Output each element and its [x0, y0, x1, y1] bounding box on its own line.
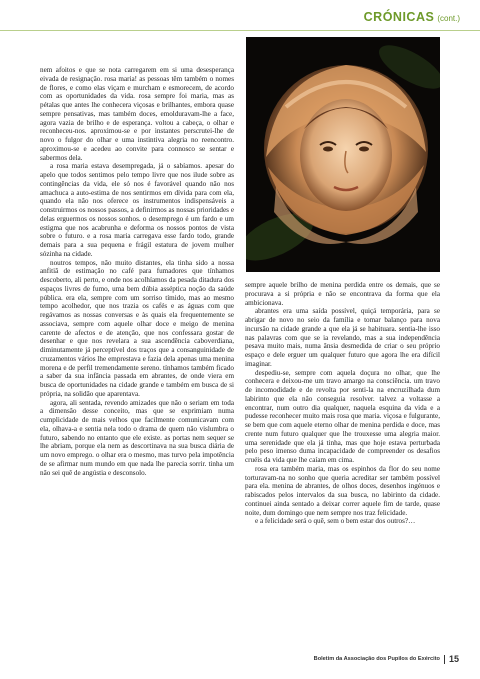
paragraph: agora, ali sentada, revendo amizades que não o seriam em toda a dimensão desse conceito, mas que se exprimiam numa cumplicidade de mais velhos que facilmente comunicavam com ela, olhava-a e sentia nela todo o drama de quem não vislumbra o futuro, sabendo no entanto que ele existe. as portas nem sequer se lhe abriam, porque ela nem as descortinava na sua busca diária de um novo emprego. o olhar era o mesmo, mas turvo pela impotência de se afirmar num mundo em que nada lhe parecia sorrir. tinha um não sei quê de angústia e desconsolo. [40, 398, 234, 477]
paragraph: rosa era também maria, mas os espinhos da flor do seu nome torturavam-na no sonho que queria acreditar ser também possível para ela. menina de abrantes, de olhos doces, desenhos ingénuos e rabiscados pelos intervalos da sua busca, no labirinto da cidade. continuei ainda sentado a deixar correr aquele fim de tarde, quase noite, dum domingo que nem sempre nos traz felicidade. [245, 464, 440, 517]
paragraph: noutros tempos, não muito distantes, ela tinha sido a nossa anfitiã de estimação no café para fumadores que tínhamos descoberto, ali perto, e onde nos acolhíamos da pesada ditadura dos espaços livres de fumo, uma bem dúbia asséptica noção da saúde pública. era ela, sempre com um sorriso tímido, mas ao mesmo tempo acolhedor, que nos trazia os cafés e as águas com que regávamos as nossas conversas e às quais ela frequentemente se associava, sempre com aquele olhar doce e meigo de menina carente de afectos e de atenção, que nos confessara gostar de desenhar e que nos revelara a sua ascendência caboverdiana, diminutamente já perceptível dos traços que a consanguinidade de cruzamentos vários lhe emprestava e fazia dela apenas uma menina morena e de perfil tremendamente sereno. tínhamos também ficado a saber da sua infância passada em abrantes, de onde viera em busca de oportunidades na cidade grande e também em busca de si própria, na solidão que aparentava. [40, 258, 234, 398]
text-column-right [245, 281, 440, 526]
publication-name: Boletim da Associação dos Pupilos do Exército [313, 656, 440, 662]
page-number: 15 [448, 654, 459, 664]
paragraph: a rosa maria estava desempregada, já o sabíamos. apesar do apelo que todos sentimos pelo tempo livre que nos ilude sobre as contingências da vida, ele só nos é favorável quando não nos amachuca a auto-estima de nos sentirmos em dívida para com ela, quando ela não nos oferece os instrumentos indispensáveis a construirmos os nossos passos, a definirmos as nossas prioridades e delas erguermos os nossos sonhos. o desemprego é um fardo e um estigma que nos acabrunha e deforma os nossos pontos de vista sobre o futuro. e a rosa maria carregava esse fardo todo, grande demais para a sua pequena e frágil estatura de jovem mulher sózinha na cidade. [40, 162, 234, 258]
section-title: CRÓNICAS [363, 10, 435, 24]
paragraph: despediu-se, sempre com aquela doçura no olhar, que lhe conhecera e deixou-me um travo amargo na consciência. um travo de incomodidade e de revolta por senti-la na encruzilhada dum labirinto que ela não conseguia resolver. talvez a voltasse a encontrar, num outro dia qualquer, naquela esquina da vida e a pudesse reconhecer muito mais rosa que maria. viçosa e fulgurante, se bem que com aquele eterno olhar de menina perdida e doce, mas crente num futuro qualquer que lhe trouxesse uma alegria maior. uma serenidade que ela já tinha, mas que hoje estava perturbada pelo peso imenso duma incapacidade de compreender os desafios cruéis da vida que lhe caíam em cima. [245, 368, 440, 464]
paragraph: abrantes era uma saída possível, quiçá temporária, para se abrigar de novo no seio da família e tomar balanço para nova incursão na cidade grande a que ela já se habituara. sentia-lhe isso nas palavras com que se ia revelando, mas a sua independência pesava muito mais, numa ânsia desmedida de criar o seu próprio espaço e dele erguer um qualquer futuro que agora lhe era difícil imaginar. [245, 307, 440, 368]
paragraph: nem afoitos e que se nota carregarem em si uma desesperança eivada de resignação. rosa maria! as pessoas têm também o nomes de flores, e como elas viçam e murcham e esmorecem, de acordo com as oportunidades da vida. rosa sempre foi maria, mas as pétalas que antes lhe conhecera viçosas e brilhantes, embora quase sempre pensativas, mas também doces, emolduravam-lhe a face, agora vazia de brilho e de esperança. voltou a cabeça, o olhar e reconheceu-nos. aproximou-se e por instantes perscrutei-lhe de novo o fulgor do olhar e uma instintiva alegria no reencontro. aproximou-se e acedeu ao convite para connosco se sentar e sabermos dela. [40, 66, 234, 162]
section-header [364, 10, 460, 26]
rose-face-illustration [246, 37, 440, 272]
header-rule [0, 30, 480, 31]
text-column-left [40, 66, 234, 477]
footer-divider [444, 655, 445, 664]
page-footer [314, 654, 459, 664]
rose-face-image [246, 37, 440, 272]
paragraph: sempre aquele brilho de menina perdida entre os demais, que se procurava a si própria e não se encontrava da forma que ela ambicionava. [245, 281, 440, 307]
paragraph: e a felicidade será o quê, sem o bem estar dos outros?… [255, 517, 416, 526]
section-continued: (cont.) [437, 14, 460, 23]
